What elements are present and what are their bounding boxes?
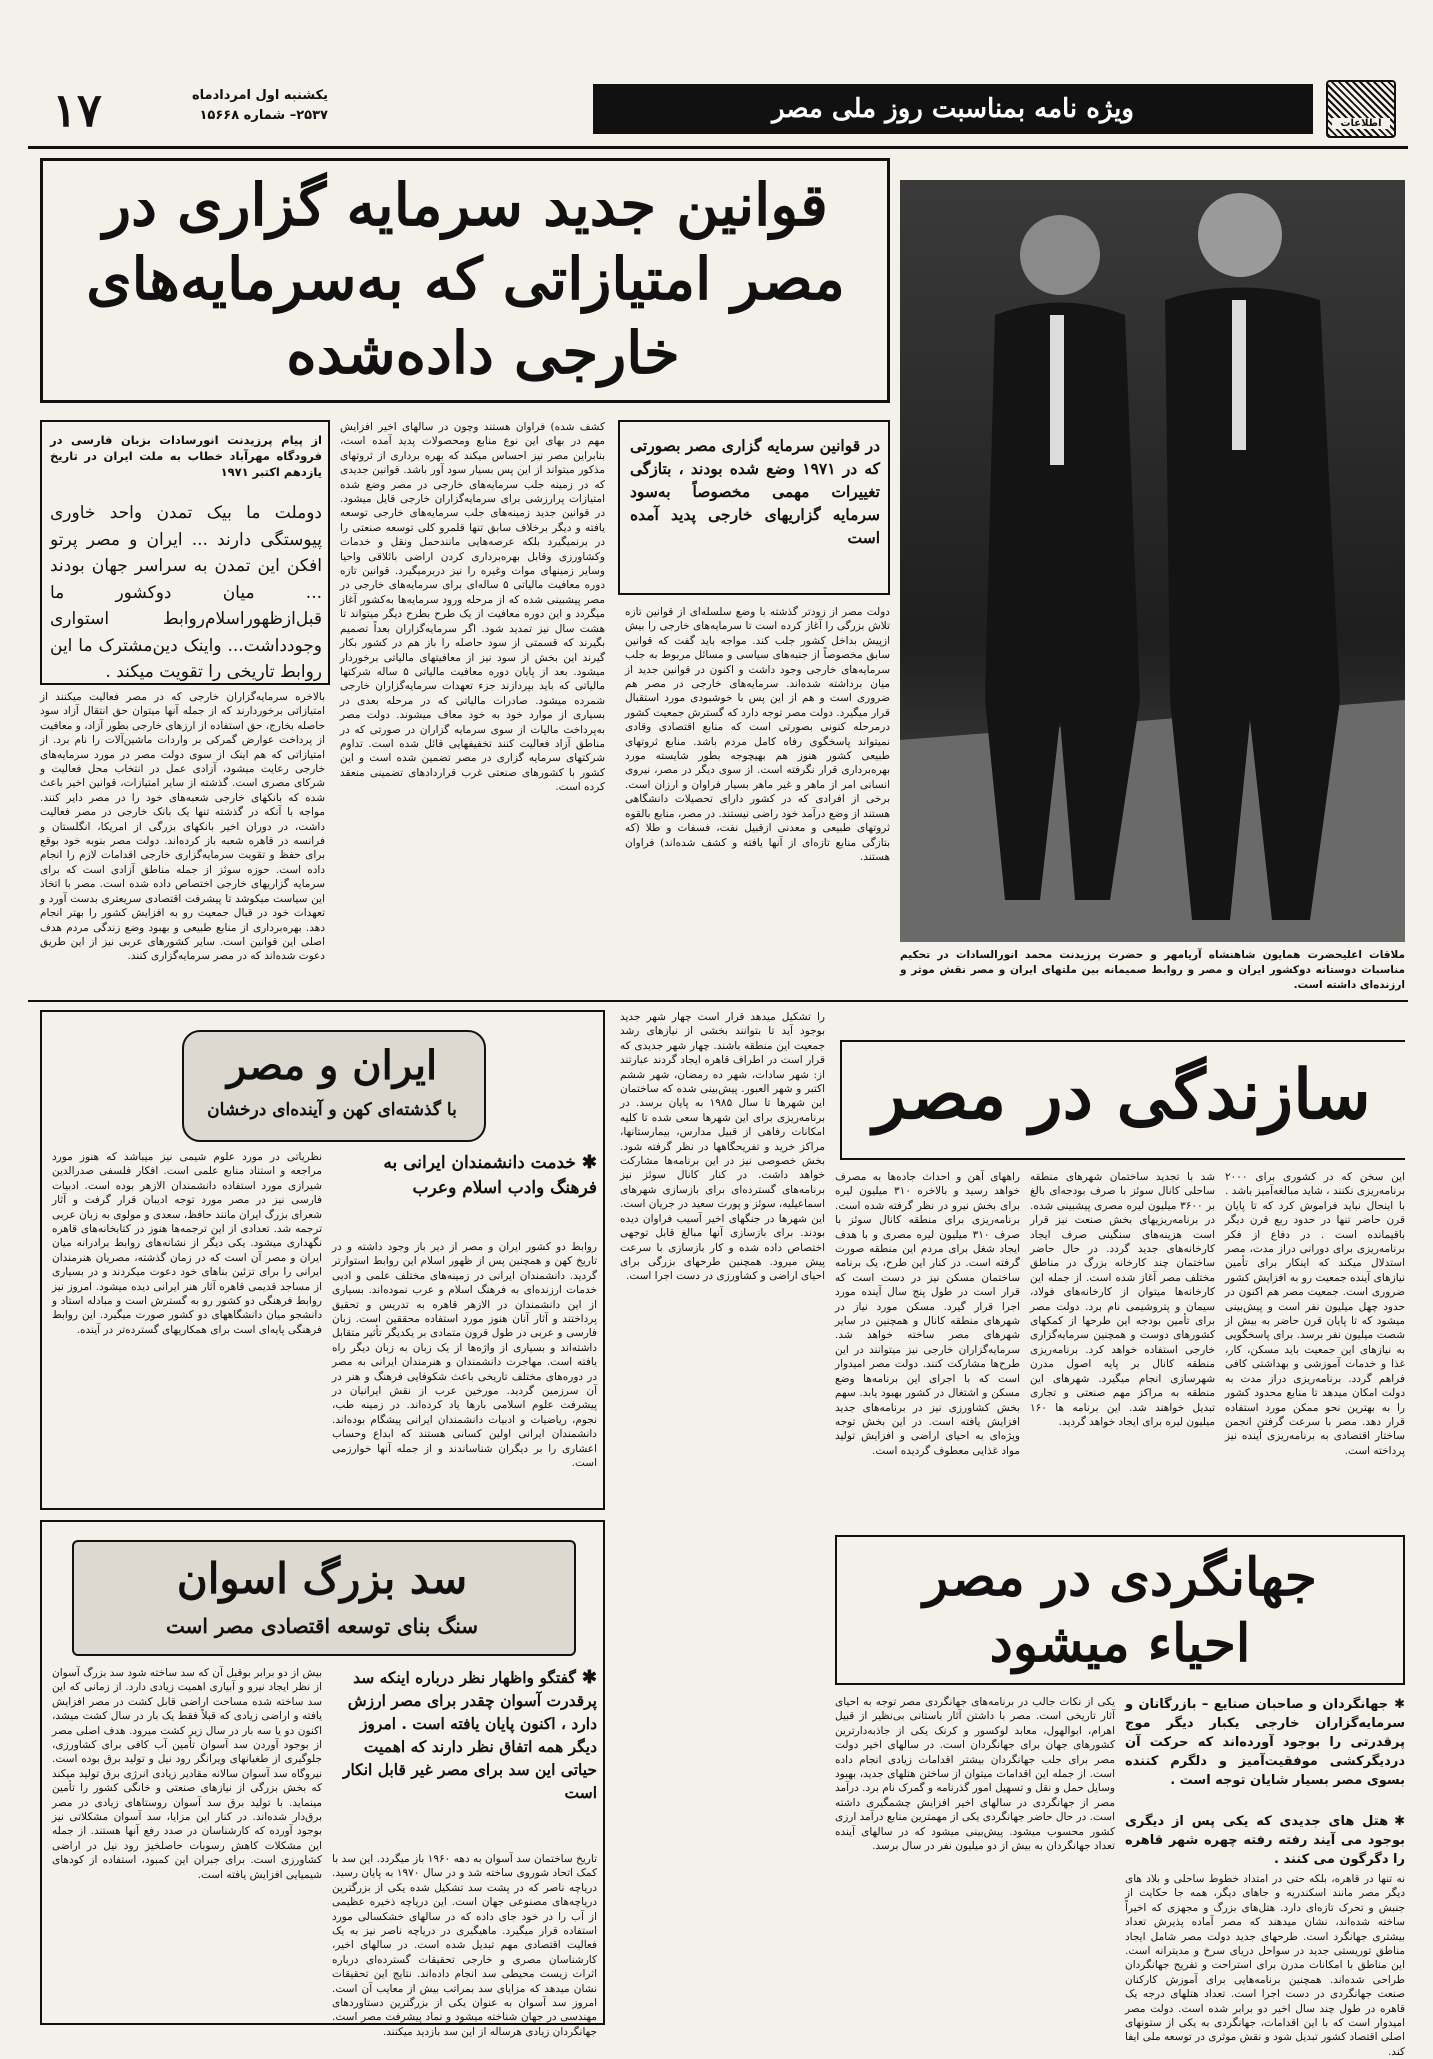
newspaper-logo (1326, 80, 1396, 138)
aswan-box (40, 1520, 605, 2038)
leaders-photo-image (900, 180, 1405, 942)
tourism-col-a: یکی از نکات جالب در برنامه‌های جهانگردی مصر توجه به احیای آثار تاریخی است. مصر با داشتن آثار باستانی بی‌نظیر از قبیل اهرام، ابوالهول، معابد لوکسور و کرنک یکی از جاذبه‌دارترین کشورهای جهان برای جهانگردان است. در سالهای اخیر دولت مصر برای جلب جهانگردان بیشتر اقدامات زیادی انجام داده است. از جمله این اقدامات میتوان از ساختن هتلهای جدید، بهبود وسایل حمل و نقل و تسهیل امور گذرنامه و گمرک نام برد. درآمد مصر از جهانگردی در سالهای اخیر افزایش چشمگیری داشته است. در حال حاضر جهانگردی یکی از مهمترین منابع درآمد ارزی کشور محسوب میشود. پیش‌بینی میشود که در سالهای آینده تعداد جهانگردان به بیش از دو میلیون نفر در سال برسد. (835, 1696, 1115, 1853)
masthead (28, 80, 1408, 142)
aswan-col-b: تاریخ ساختمان سد آسوان به دهه ۱۹۶۰ باز میگردد. این سد با کمک اتحاد شوروی ساخته شد و در سال ۱۹۷۰ به پایان رسید. دریاچه ناصر که در پشت سد تشکیل شده یکی از بزرگترین دریاچه‌های مصنوعی جهان است. این دریاچه ذخیره عظیمی از آب را در خود جای داده که در سالهای خشکسالی مورد استفاده قرار میگیرد. ماهیگیری در دریاچه ناصر نیز به یک فعالیت اقتصادی مهم تبدیل شده است. در سالهای اخیر، کارشناسان مصری و خارجی تحقیقات گسترده‌ای درباره اثرات زیست محیطی سد انجام داده‌اند. نتایج این تحقیقات نشان میدهد که مزایای سد بمراتب بیش از معایب آن است. امروز سد آسوان به عنوان یکی از بزرگترین دستاوردهای مهندسی در جهان شناخته میشود و نماد پیشرفت مصر است. جهانگردان زیادی هرساله از این سد بازدید میکنند. (332, 1853, 598, 2038)
aswan-pull-quote (332, 1666, 597, 1804)
masthead-banner: ویژه نامه بمناسبت روز ملی مصر (593, 84, 1313, 134)
sadat-message-box (40, 420, 330, 685)
tourism-bullet-1 (1125, 1695, 1405, 1790)
page-number: ١٧ (52, 83, 102, 137)
tourism-bullet-1-text: جهانگردان و صاحبان صنایع – بازرگانان و سرمایه‌گزاران خارجی یکبار دیگر موج پرقدرتی را بوجود آورده‌اند که حرکت آن دردیگرکشی موفقیت‌آمیز و دلگرم کننده بسوی مصر بسیار شایان توجه است . (1125, 1697, 1405, 1788)
living-col-c: شد با تجدید ساختمان شهرهای منطقه ساحلی کانال سوئز با صرف بودجه‌ای بالغ بر ۳۶۰۰ میلیون لیره مصری پیشبینی شده. در برنامه‌ریزیهای بخش صنعت نیز قرار است هزینه‌های سنگینی صرف ایجاد کارخانه‌های جدید گردد. در حال حاضر ساختمان چند کارخانه بزرگ در مناطق مختلف مصر آغاز شده است. از جمله این کارخانه‌ها میتوان از کارخانه‌های فولاد، سیمان و پتروشیمی نام برد. دولت مصر برای تأمین بودجه این طرحها از کمکهای کشورهای دوست و همچنین سرمایه‌گزاری خارجی استفاده خواهد کرد. برنامه‌ریزی منطقه کانال بر پایه اصول مدرن شهرسازی انجام میگیرد. شهرهای این منطقه به مراکز مهم صنعتی و تجاری تبدیل خواهند شد. این برنامه ها ۱۶۰ میلیون لیره برای ایجاد خواهد گردید. (1030, 1171, 1216, 1428)
sadat-quote: دوملت ما بیک تمدن واحد خاوری پیوستگی دارند ... ایران و مصر پرتو افکن این تمدن به سراسر جهان بودند ... میان دوکشور ما قبل‌ازظهوراسلام‌روابط استواری وجودداشت... واینک دین‌مشترک ما این روابط تاریخی را تقویت میکند . (50, 503, 322, 682)
date-line-1: یکشنبه اول امردادماه (191, 88, 328, 103)
tourism-bullet-2-text: هتل های جدیدی که یکی پس از دیگری بوجود می آیند رفته رفته چهره شهر قاهره را دگرگون می کنند . (1125, 1814, 1405, 1867)
investment-headline-1: قوانین جدید سرمایه گزاری در (103, 171, 828, 239)
living-headline-box (840, 1040, 1405, 1160)
date-line-2: ۲۵۳۷– شماره ۱۵۶۶۸ (199, 108, 328, 123)
star-bullet-icon: ✱ (581, 1152, 597, 1173)
aswan-subtitle: سنگ بنای توسعه اقتصادی مصر است (165, 1614, 479, 1638)
mid-rule (28, 1000, 1408, 1002)
aswan-pull-text: گفتگو واظهار نظر درباره اینکه سد پرقدرت آسوان چقدر برای مصر ارزش دارد ، اکنون پایان یافته است . امروز دیگر همه اتفاق نظر دارند که اهمیت حیاتی این سد برای مصر غیر قابل انکار است (342, 1668, 597, 1802)
iran-egypt-box (40, 1010, 605, 1510)
star-bullet-icon: ✱ (1394, 1814, 1405, 1829)
tourism-col-b: نه تنها در قاهره، بلکه حتی در امتداد خطوط ساحلی و بلاد های دیگر مصر مانند اسکندریه و جاهای دیگر، همه جا حکایت از جنبش و تحرک تازه‌ای دارد. هتل‌های بزرگ و مجهزی که اخیراً ساخته شده‌اند، نشان میدهند که مصر آماده پذیرش تعداد بیشتری جهانگرد است. طرحهای جدید دولت مصر شامل ایجاد مناطق توریستی جدید در سواحل دریای سرخ و مدیترانه است. این مناطق با امکانات مدرن برای استراحت و تفریح جهانگردان طراحی شده‌اند. همچنین برنامه‌هایی برای آموزش کارکنان صنعت جهانگردی در دست اجرا است. تعداد هتلهای درجه یک قاهره در طول چند سال اخیر دو برابر شده است. دولت مصر امیدوار است که با این اقدامات، جهانگردی به یکی از ستونهای اصلی اقتصاد کشور تبدیل شود و نقش موثری در توسعه ملی ایفا کند. (1125, 1873, 1405, 2058)
tourism-headline-2: احیاء میشود (989, 1613, 1251, 1674)
investment-headline-box (40, 158, 890, 403)
aswan-col-a: بیش از دو برابر بوقبل آن که سد ساخته شود سد بزرگ آسوان از نظر ایجاد نیرو و آبیاری اهمیت زیادی دارد. از زمانی که این سد ساخته شده مساحت اراضی قابل کشت در مصر افزایش یافته و اراضی زیادی که قبلاً فقط یک بار در سال کشت میشد، اکنون دو یا سه بار در سال زیر کشت میرود. هدف اصلی مصر از بوجود آوردن سد آسوان تأمین آب کافی برای کشاورزی، جلوگیری از طغیانهای ویرانگر رود نیل و تولید برق بوده است. نیروگاه سد آسوان سالانه مقادیر زیادی انرژی برق تولید میکند که بخش بزرگی از نیازهای صنعتی و خانگی کشور را تأمین مینماید. با تولید برق سد آسوان روستاهای زیادی در مصر برق‌دار شده‌اند. در کنار این مزایا، سد آسوان مشکلاتی نیز بوجود آورده که کارشناسان در صدد رفع آنها هستند. از جمله این مشکلات کاهش رسوبات حاصلخیز رود نیل در اراضی کشاورزی است. برای جبران این کمبود، استفاده از کودهای شیمیایی افزایش یافته است. (52, 1667, 322, 1881)
iran-egypt-col-a: روابط دو کشور ایران و مصر از دیر باز وجود داشته و در تاریخ کهن و همچنین پس از ظهور اسلام این روابط استوارتر گردید. دانشمندان ایرانی در زمینه‌های مختلف علمی و ادبی خدمات ارزنده‌ای به فرهنگ اسلام و عرب نموده‌اند. بسیاری از این دانشمندان در الازهر قاهره به تدریس و تحقیق پرداختند و آثار آنان هنوز مورد استفاده محققین است. زبان فارسی و عربی در طول قرون متمادی بر یکدیگر تأثیر متقابل داشته‌اند و بسیاری از واژه‌ها از یک زبان به زبان دیگر راه یافته است. مهاجرت دانشمندان و هنرمندان ایرانی به مصر در دوره‌های مختلف تاریخی باعث شکوفایی فرهنگ و هنر در آن سرزمین گردید. مورخین عرب از نقش ایرانیان در پیشرفت علوم اسلامی بارها یاد کرده‌اند. در زمینه طب، نجوم، ریاضیات و ادبیات دانشمندان ایرانی پیشگام بوده‌اند. دانشمندان ایرانی اولین کسانی هستند که ابداع وحساب اعشاری را بر دیگران شناساندند و از جمله آنها خوارزمی است. (332, 1241, 597, 1470)
leaders-photo (900, 180, 1405, 942)
investment-summary: در قوانین سرمایه گزاری مصر بصورتی که در ۱۹۷۱ وضع شده بودند ، بتازگی تغییرات مهمی مخصوصاً به‌سود سرمایه گزاریهای خارجی پدید آمده است (630, 436, 881, 547)
living-col-b: راههای آهن و احداث جاده‌ها به مصرف خواهد رسید و بالاخره ۳۱۰ میلیون لیره برای بخش نیرو در نظر گرفته شده است. برنامه‌ریزی برای منطقه کانال سوئز با صرف ۳۱۰ میلیون لیره مصری و با هدف ایجاد شغل برای مردم این منطقه صورت گرفته است. در کنار این طرح، یک برنامه ساختمان مسکن نیز در دست است که قرار است در طول پنج سال آینده مورد اجرا قرار گیرد. مسکن مورد نیاز در شهرهای منطقه کانال و همچنین در سایر شهرهای مصر ساخته خواهد شد. سرمایه‌گزاران خارجی نیز میتوانند در این طرح‌ها مشارکت کنند. دولت مصر امیدوار است که با اجرای این برنامه‌ها وضع مسکن و اشتغال در کشور بهبود یابد. سهم بخش کشاورزی نیز در برنامه‌های جدید افزایش یافته است. در این بخش توجه ویژه‌ای به احیای اراضی و افزایش تولید مواد غذایی معطوف گردیده است. (835, 1171, 1020, 1457)
sadat-intro: از پیام پرزیدنت انورسادات بزبان فارسی در فرودگاه مهرآباد خطاب به ملت ایران در تاریخ یازدهم اکتبر ۱۹۷۱ (50, 433, 322, 479)
aswan-title: سد بزرگ اسوان (176, 1554, 468, 1603)
tourism-headline-box (835, 1535, 1405, 1685)
masthead-rule (28, 146, 1408, 149)
living-col-a: را تشکیل میدهد قرار است چهار شهر جدید بوجود آید تا بتوانند بخشی از نیازهای رشد جمعیت این منطقه باشند. چهار شهر جدیدی که قرار است در اطراف قاهره ایجاد گردند عبارتند از: شهر سادات، شهر ده رمضان، شهر ششم اکتبر و شهر العبور. پیش‌بینی شده که ساختمان این شهرها تا سال ۱۹۸۵ به پایان برسد. در برنامه‌ریزی برای این شهرها سعی شده تا کلیه امکانات رفاهی از قبیل مدارس، بیمارستانها، مراکز خرید و تفریحگاهها در نظر گرفته شود. بخش خصوصی نیز در این برنامه‌ها مشارکت خواهد داشت. در کنار کانال سوئز نیز برنامه‌های گسترده‌ای برای بازسازی شهرهای اسماعیلیه، سوئز و پورت سعید در جریان است. این شهرها در جنگهای اخیر آسیب فراوان دیده بودند. برای بازسازی آنها مبالغ قابل توجهی اختصاص داده شده و کار بازسازی با سرعت پیش میرود. همچنین طرحهای بزرگی برای احیای اراضی و کشاورزی در دست اجرا است. (620, 1011, 825, 1283)
living-col-d: این سخن که در کشوری برای ۲۰۰۰ برنامه‌ریزی نکنند ، شاید مبالغه‌آمیز باشد . با اینحال نباید فراموش کرد که تا پایان قرن حاضر تنها در حدود ربع قرن دیگر باقیمانده است . در دفاع از فکر برنامه‌ریزی برای دورانی دراز مدت، مصر استدلال میکند که اینکار برای تأمین نیازهای آینده جمعیت رو به افزایش کشور ضروری است. جمعیت مصر هم اکنون در حدود چهل میلیون نفر است و پیش‌بینی میشود که تا پایان قرن حاضر به بیش از شصت میلیون نفر برسد. برای پاسخگویی به نیازهای این جمعیت باید مسکن، کار، غذا و خدمات آموزشی و بهداشتی کافی فراهم گردد. برنامه‌ریزی دراز مدت به دولت امکان میدهد تا منابع محدود کشور را به بهترین نحو ممکن مورد استفاده قرار دهد. مصر با سرعت گرفتن انجمن ساختار اقتصادی به برنامه‌ریزی آینده نیز پرداخته است. (1225, 1171, 1405, 1457)
investment-col-1: کشف شده) فراوان هستند وچون در سالهای اخیر افزایش مهم در بهای این نوع منابع ومحصولات پدید آمده است، بنابراین مصر نیز احساس میکند که بهره برداری از ثروتهای مذکور میتواند از این پس بسیار سود آور باشد. قوانین جدیدی که در زمینه جلب سرمایه‌های خارجی در مصر وضع شده امتیازات پرارزشی برای سرمایه‌گزاران خارجی قایل میشود. در قوانین جدید زمینه‌های جلب سرمایه‌های خارجی توسعه یافته و دیگر برخلاف سابق تنها قلمرو کلی توسعه صنعتی را در برنمیگیرد بلکه عرصه‌هایی مانندحمل ونقل و خدمات وکشاورزی وقابل بهره‌برداری کردن اراضی بائلاقی واحیا وسایر زمینهای موات وغیره را نیز دربرمیگیرد. قوانین تازه دوره معافیت مالیاتی ۵ ساله‌ای برای سرمایه‌های خارجی در مصر پیشبینی شده که از مرحله ورود سرمایه‌ها به‌کشور آغاز میگردد و این دوره معافیت از یک طرح بطرح دیگر میتواند تا هشت سال نیز تمدید شود. اگر سرمایه‌گزاران بعداً تصمیم بگیرند که قسمتی از سود حاصله را باز هم در کشور بکار گیرند این بخش از سود نیز از معافیتهای مالیاتی برخوردار میشود. بعد از پایان دوره معافیت مالیاتی ۵ ساله شرکتها مالیاتی که باید بپردازند جزء تعهدات سرمایه‌گزاران خارجی شمرده میشود. صادرات مالیاتی که در مرحله بعدی در بسیاری از موارد خود به خود معاف میشوند. دولت مصر به‌پرداخت مالیات از سوی سرمایه گزاران در صورتی که در مناطق آزاد فعالیت کنند تخفیفهایی قائل شده است. تداوم شرکتهای سرمایه گزاری در مصر تضمین شده است و این کشور با کشورهای صنعتی غرب قراردادهای تضمینی منعقد کرده است. (340, 421, 605, 794)
logo-text: اطلاعات (1332, 118, 1390, 129)
iran-egypt-pull-text: خدمت دانشمندان ایرانی به فرهنگ وادب اسلام وعرب (383, 1153, 597, 1198)
iran-egypt-col-b: نظریاتی در مورد علوم شیمی نیز میباشد که هنوز مورد مراجعه و استناد منابع علمی است. افکار فلسفی صدرالدین شیرازی مورد استفاده دانشمندان الازهر بوده است. ادبیات فارسی نیز در مصر مورد توجه ادیبان قرار گرفت و آثار شعرای بزرگ ایران مانند حافظ، سعدی و مولوی به زبان عربی ترجمه شد. تعدادی از این ترجمه‌ها هنوز در کتابخانه‌های قاهره نگهداری میشود. یکی دیگر از نشانه‌های روابط برادرانه میان ایران و مصر آن است که در زمان گذشته، مصریان هنرمندان ایرانی را برای تزئین بناهای خود دعوت میکردند و در بسیاری از مساجد قدیمی قاهره آثار هنر ایرانی دیده میشود. امروز نیز روابط فرهنگی دو کشور رو به گسترش است و مبادله استاد و دانشجو میان دانشگاههای دو کشور صورت میگیرد. این روابط فرهنگی پایه‌ای است برای همکاریهای گسترده‌تر در آینده. (52, 1151, 322, 1336)
living-headline: سازندگی در مصر (873, 1055, 1371, 1135)
aswan-kicker (72, 1540, 576, 1656)
tourism-bullet-2 (1125, 1812, 1405, 1869)
investment-headline-3: خارجی داده‌شده (286, 319, 680, 387)
iran-egypt-subtitle: با گذشته‌ای کهن و آینده‌ای درخشان (207, 1100, 457, 1120)
iran-egypt-title: ایران و مصر (226, 1042, 438, 1089)
tourism-headline-1: جهانگردی در مصر (923, 1547, 1317, 1608)
star-bullet-icon: ✱ (1394, 1697, 1405, 1712)
star-bullet-icon: ✱ (581, 1667, 597, 1688)
investment-col-2: دولت مصر از زودتر گذشته با وضع سلسله‌ای از قوانین تازه تلاش بزرگی را آغاز کرده است تا سرمایه‌های خارجی را بیش ازپیش بداخل کشور جلب کند. مواجه باید گفت که قوانین سابق مخصوصاً از جنبه‌های سیاسی و مسائل مربوط به جلب سرمایه‌های خارجی وجود داشت و اکنون در قوانین جدید از میان برداشته شده‌اند. سرمایه‌های خارجی در مصر هم ضروری است و هم از این پس با خوشبودی مورد استقبال قرار میگیرد. دولت مصر توجه دارد که گسترش جمعیت کشور درمرحله کنونی بصورتی است که منابع اقتصادی وقادی نمیتواند پاسخگوی رفاه کامل مردم باشد. منابع ثروتهای طبیعی کشور هنوز هم بهیچوجه بطور شایسته مورد بهره‌برداری قرار نگرفته است. از سوی دیگر در مصر، نیروی انسانی امر از ماهر و غیر ماهر بسیار فراوان و ارزان است. برخی از افرادی که در کشور دارای تحصیلات دانشگاهی هستند از وضع درآمد خود راضی نیستند. در مصر، منابع بالقوه ثروتهای طبیعی و معدنی ازقبیل نفت، فسفات و طلا (که بتازگی منابع تازه‌ای از آنها یافته و کشف شده‌اند) فراوان هستند. (625, 606, 890, 863)
investment-col-3: بالاخره سرمایه‌گزاران خارجی که در مصر فعالیت میکنند از امتیازاتی برخوردارند که از جمله آنها میتوان حق انتقال آزاد سود حاصله بخارج، حق استفاده از ارزهای خارجی بطور آزاد، و معافیت از پرداخت عوارض گمرکی بر واردات ماشین‌آلات را نام برد. از امتیازاتی که هم اینک از سوی دولت مصر در مورد سرمایه‌های خارجی رعایت میشود، آزادی عمل در انتخاب محل فعالیت و شرکای مصری است. گذشته از سایر امتیازات، قوانین اخیر باعث شده که بانکهای خارجی شعبه‌های خود را در مصر دایر کنند. مواجه با آنکه در گذشته تنها یک بانک خارجی در مصر فعالیت داشت، در دوران اخیر بانکهای بزرگی از امریکا، انگلستان و فرانسه در قاهره شعبه باز کرده‌اند. دولت مصر بنوبه خود بوقع برای حفظ و تقویت سرمایه‌گزاری خارجی اقدامات لازم را انجام داده است. حوزه سوئز از جمله مناطق آزادی است که برای سرمایه گزاریهای خارجی اختصاص داده شده است. مصر با اتخاذ این سیاست میکوشد تا پیشرفت اقتصادی سریعتری بدست آورد و تعهدات خود در قبال جمعیت رو به افزایش کشور را بهتر انجام دهد. بهره‌برداری از منابع طبیعی و بهبود وضع زندگی مردم هدف اصلی این قوانین است. سایر کشورهای عربی نیز از این طریق دعوت شده‌اند که در مصر سرمایه‌گزاری کنند. (40, 691, 325, 963)
iran-egypt-pull-quote (342, 1150, 597, 1201)
photo-caption: ملاقات اعلیحضرت همایون شاهنشاه آریامهر و حضرت پرزیدنت محمد انورالسادات در تحکیم مناسبات دوستانه دوکشور ایران و مصر و روابط صمیمانه بین ملتهای ایران و مصر نقش موثر و ارزنده‌ای داشته است. (900, 949, 1405, 991)
iran-egypt-kicker (182, 1030, 486, 1142)
investment-summary-box (618, 420, 890, 595)
investment-headline-2: مصر امتیازاتی که به‌سرمایه‌های (86, 245, 845, 313)
